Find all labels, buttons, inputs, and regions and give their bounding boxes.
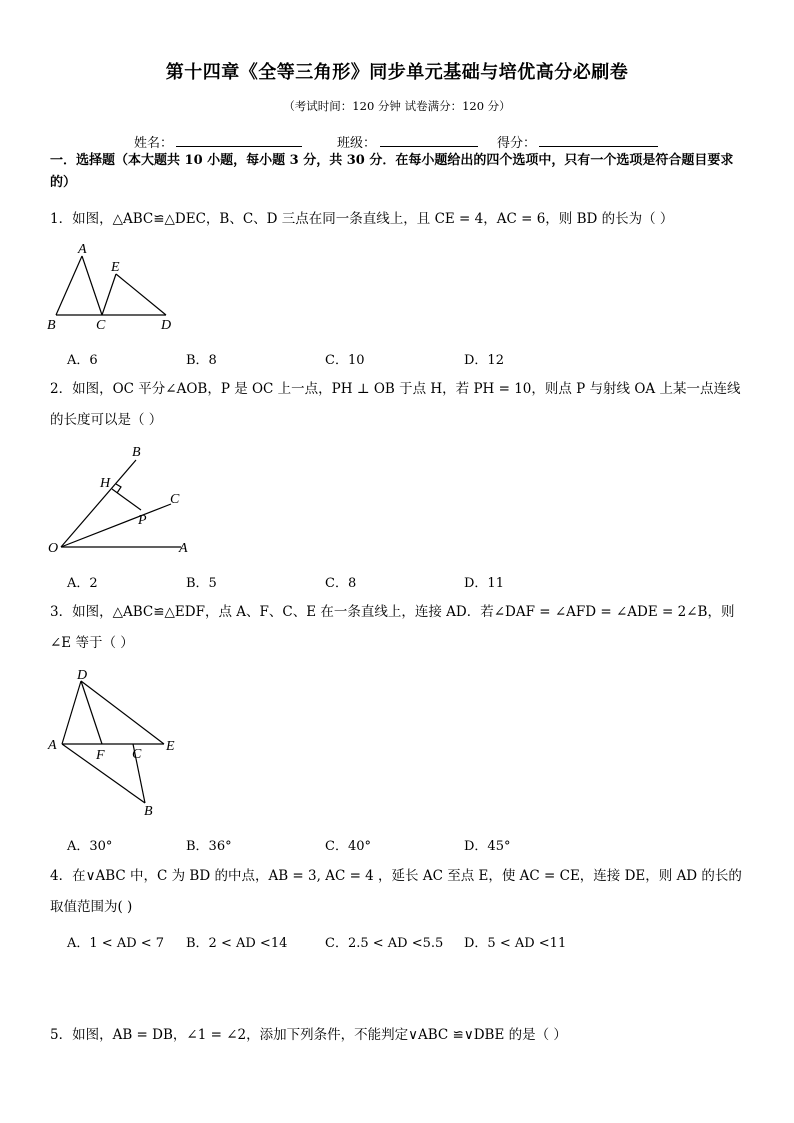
question-3-figure (44, 664, 194, 824)
fig3-label-c: C (132, 747, 142, 762)
class-blank[interactable] (380, 146, 478, 147)
question-2-option-c[interactable]: C．8 (325, 576, 357, 591)
question-2-figure (44, 440, 204, 560)
question-2-option-d[interactable]: D．11 (464, 576, 504, 591)
question-3-option-b[interactable]: B．36° (186, 839, 232, 854)
question-4-option-b[interactable]: B．2 < AD <14 (186, 936, 288, 951)
question-1-option-b[interactable]: B．8 (186, 353, 217, 368)
exam-info: （考试时间：120 分钟 试卷满分：120 分） (283, 99, 511, 113)
fig3-label-a: A (48, 738, 57, 753)
question-1-option-a[interactable]: A．6 (67, 353, 98, 368)
name-blank[interactable] (176, 146, 302, 147)
question-2-option-b[interactable]: B．5 (186, 576, 217, 591)
question-3-option-c[interactable]: C．40° (325, 839, 371, 854)
section-heading: 一．选择题（本大题共 10 小题，每小题 3 分，共 30 分．在每小题给出的四个选项中，只有一个选项是符合题目要求的） (50, 153, 734, 190)
question-3-stem: 3．如图，△ABC≌△EDF，点 A、F、C、E 在一条直线上，连接 AD．若∠DAF = ∠AFD = ∠ADE = 2∠B，则∠E 等于（ ） (50, 604, 735, 651)
question-1-stem: 1．如图，△ABC≌△DEC，B、C、D 三点在同一条直线上，且 CE = 4，AC = 6，则 BD 的长为（ ） (50, 211, 674, 227)
fig3-label-b: B (144, 804, 153, 819)
fig2-label-c: C (170, 492, 180, 507)
class-label: 班级： (337, 136, 377, 151)
fig1-label-a: A (78, 242, 87, 257)
question-2-option-a[interactable]: A．2 (67, 576, 98, 591)
question-4-stem: 4．在∨ABC 中，C 为 BD 的中点，AB = 3, AC = 4 ，延长 AC 至点 E，使 AC = CE，连接 DE，则 AD 的长的取值范围为( ) (50, 868, 742, 915)
score-label: 得分： (497, 136, 537, 151)
fig2-label-a: A (179, 541, 188, 556)
fig3-label-d: D (77, 668, 88, 683)
question-3-option-d[interactable]: D．45° (464, 839, 511, 854)
fig1-label-d: D (161, 318, 172, 333)
fig2-label-h: H (100, 476, 111, 491)
question-3-option-a[interactable]: A．30° (67, 839, 113, 854)
question-5-stem: 5．如图，AB = DB，∠1 = ∠2，添加下列条件，不能判定∨ABC ≌∨DBE 的是（ ） (50, 1027, 567, 1043)
question-4-option-a[interactable]: A．1 < AD < 7 (67, 936, 165, 951)
fig3-label-e: E (166, 739, 175, 754)
question-1-option-c[interactable]: C．10 (325, 353, 365, 368)
question-1-option-d[interactable]: D．12 (464, 353, 504, 368)
page-title: 第十四章《全等三角形》同步单元基础与培优高分必刷卷 (165, 62, 629, 83)
question-4-option-c[interactable]: C．2.5 < AD <5.5 (325, 936, 444, 951)
question-1-figure (44, 238, 184, 338)
fig1-label-c: C (96, 318, 106, 333)
fig2-label-p: P (138, 513, 147, 528)
fig2-label-b: B (132, 445, 141, 460)
score-blank[interactable] (539, 146, 658, 147)
question-4-option-d[interactable]: D．5 < AD <11 (464, 936, 567, 951)
fig3-label-f: F (96, 748, 105, 763)
question-2-stem: 2．如图，OC 平分∠AOB，P 是 OC 上一点，PH ⊥ OB 于点 H，若 PH = 10，则点 P 与射线 OA 上某一点连线的长度可以是（ ） (50, 381, 741, 428)
fig2-label-o: O (48, 541, 59, 556)
name-label: 姓名： (134, 136, 174, 151)
fig1-label-b: B (47, 318, 56, 333)
fig1-label-e: E (111, 260, 120, 275)
